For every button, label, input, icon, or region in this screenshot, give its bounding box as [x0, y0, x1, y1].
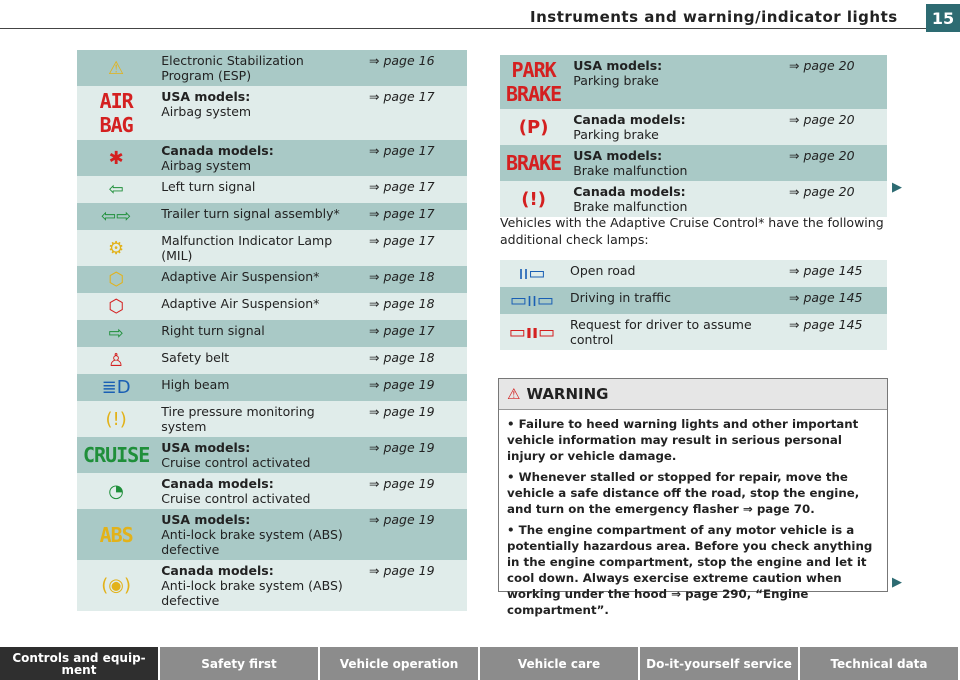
page-reference-link[interactable]: ⇒ page 18 — [363, 266, 467, 293]
acc-lamp-table — [500, 260, 887, 350]
page-reference-link[interactable]: ⇒ page 17 — [363, 203, 467, 230]
page-reference-link[interactable]: ⇒ page 19 — [363, 560, 467, 611]
lamp-row — [77, 140, 467, 176]
lamp-model: USA models: — [573, 58, 663, 73]
acc-intro-text: Vehicles with the Adaptive Cruise Control* have the following additional check lamps: — [500, 215, 884, 247]
continue-arrow-icon: ▶ — [892, 575, 902, 590]
lamp-model: Canada models: — [161, 476, 274, 491]
warning-box — [498, 378, 888, 617]
chapter-tab[interactable]: Safety first — [160, 647, 320, 680]
lamp-description: Safety belt — [161, 350, 230, 365]
page-reference-link[interactable]: ⇒ page 18 — [363, 293, 467, 320]
page-reference-link[interactable]: ⇒ page 17 — [363, 86, 467, 140]
lamp-model: USA models: — [573, 148, 663, 163]
lamp-description: Cruise control activated — [161, 491, 311, 506]
chapter-tab-bar — [0, 647, 960, 680]
warning-item: • The engine compartment of any motor vehicle is a potentially hazardous area. Before you check anything in the engine compartment, stop the engine and let it cool down. Always exercise extreme caution when working under the hood ⇒ page 290, “Engine compartment”. — [507, 523, 873, 617]
lamp-model: Canada models: — [161, 563, 274, 578]
lamp-description: Request for driver to assume control — [570, 317, 752, 347]
lamp-description: Adaptive Air Suspension* — [161, 296, 320, 311]
lamp-model: Canada models: — [161, 143, 274, 158]
lamp-description: Brake malfunction — [573, 163, 688, 178]
lamp-row — [77, 230, 467, 266]
page-reference-link[interactable]: ⇒ page 17 — [363, 140, 467, 176]
lamp-row — [500, 55, 887, 109]
page-reference-link[interactable]: ⇒ page 18 — [363, 347, 467, 374]
lamp-description: Adaptive Air Suspension* — [161, 269, 320, 284]
lamp-description: Electronic Stabilization Program (ESP) — [161, 53, 304, 83]
lamp-row — [77, 320, 467, 347]
chapter-tab[interactable]: Vehicle operation — [320, 647, 480, 680]
lamp-row — [77, 347, 467, 374]
page-reference-link[interactable]: ⇒ page 17 — [363, 320, 467, 347]
lamp-row — [77, 176, 467, 203]
continue-arrow-icon: ▶ — [892, 180, 902, 195]
warning-body — [499, 410, 887, 629]
lamp-description: Brake malfunction — [573, 199, 688, 214]
page-reference-link[interactable]: ⇒ page 20 — [783, 181, 887, 217]
lamp-row — [500, 109, 887, 145]
cruise-text-icon: CRUISE — [83, 443, 150, 467]
suspension-icon: ⬡ — [108, 269, 124, 290]
lamp-row — [77, 293, 467, 320]
lamp-model: USA models: — [161, 89, 251, 104]
lamp-description: Tire pressure monitoring system — [161, 404, 315, 434]
lamp-row — [77, 473, 467, 509]
lamp-description: Parking brake — [573, 73, 659, 88]
page-header-title: Instruments and warning/indicator lights — [530, 8, 898, 26]
page-reference-link[interactable]: ⇒ page 20 — [783, 55, 887, 109]
page-reference-link[interactable]: ⇒ page 17 — [363, 176, 467, 203]
park-brake-symbol-icon: (P) — [518, 116, 549, 138]
page-reference-link[interactable]: ⇒ page 145 — [783, 314, 887, 350]
page-reference-link[interactable]: ⇒ page 145 — [783, 287, 887, 314]
lamp-model: Canada models: — [573, 184, 686, 199]
lamp-description: Malfunction Indicator Lamp (MIL) — [161, 233, 333, 263]
lamp-row — [77, 203, 467, 230]
page-reference-link[interactable]: ⇒ page 19 — [363, 374, 467, 401]
cruise-symbol-icon: ◔ — [108, 480, 124, 502]
page-reference-link[interactable]: ⇒ page 17 — [363, 230, 467, 266]
lamp-row — [500, 181, 887, 217]
lamp-row — [77, 560, 467, 611]
warning-item: • Whenever stalled or stopped for repair, move the vehicle a safe distance off the road, stop the engine, and turn on the emergency flasher ⇒ page 70. — [507, 470, 860, 516]
lamp-row — [77, 86, 467, 140]
seat-belt-icon: ♙ — [108, 350, 125, 371]
brake-symbol-icon: (!) — [521, 188, 546, 210]
page-reference-link[interactable]: ⇒ page 20 — [783, 145, 887, 181]
lamp-description: High beam — [161, 377, 230, 392]
driver-request-icon: ▭ıı▭ — [508, 321, 556, 343]
lamp-model: USA models: — [161, 440, 251, 455]
brake-text-icon: BRAKE — [506, 151, 562, 175]
right-turn-icon: ⇨ — [108, 323, 124, 344]
abs-symbol-icon: (◉) — [101, 575, 131, 596]
chapter-tab[interactable]: Technical data — [800, 647, 960, 680]
right-lamp-table — [500, 55, 887, 217]
page-number-badge: 15 — [926, 4, 960, 32]
lamp-row — [77, 401, 467, 437]
airbag-text-icon: AIR BAG — [99, 89, 133, 137]
lamp-description: Anti-lock brake system (ABS) defective — [161, 527, 343, 557]
lamp-description: Airbag system — [161, 158, 252, 173]
trailer-turn-icon: ⇦⇨ — [101, 206, 132, 227]
lamp-row — [500, 287, 887, 314]
lamp-model: Canada models: — [573, 112, 686, 127]
lamp-description: Open road — [570, 263, 636, 278]
abs-text-icon: ABS — [99, 522, 133, 547]
lamp-description: Left turn signal — [161, 179, 256, 194]
warning-header — [499, 379, 887, 410]
tire-pressure-icon: (!) — [105, 408, 127, 430]
lamp-description: Cruise control activated — [161, 455, 311, 470]
esp-icon: ⚠ — [108, 57, 125, 79]
page-reference-link[interactable]: ⇒ page 19 — [363, 437, 467, 473]
engine-icon: ⚙ — [108, 237, 125, 259]
lamp-description: Right turn signal — [161, 323, 265, 338]
lamp-row — [77, 50, 467, 86]
lamp-row — [500, 260, 887, 287]
page-reference-link[interactable]: ⇒ page 145 — [783, 260, 887, 287]
lamp-row — [77, 374, 467, 401]
lamp-row — [500, 145, 887, 181]
lamp-row — [77, 509, 467, 560]
chapter-tab[interactable]: Do-it-yourself service — [640, 647, 800, 680]
warning-triangle-icon: ⚠ — [507, 385, 521, 403]
page-reference-link[interactable]: ⇒ page 19 — [363, 401, 467, 437]
page-reference-link[interactable]: ⇒ page 19 — [363, 509, 467, 560]
lamp-row — [77, 437, 467, 473]
page-reference-link[interactable]: ⇒ page 16 — [363, 50, 467, 86]
chapter-tab[interactable]: Controls and equip-ment — [0, 647, 160, 680]
suspension-red-icon: ⬡ — [108, 296, 124, 317]
lamp-row — [77, 266, 467, 293]
open-road-icon: ıı▭ — [518, 263, 546, 284]
page-reference-link[interactable]: ⇒ page 19 — [363, 473, 467, 509]
lamp-description: Driving in traffic — [570, 290, 671, 305]
high-beam-icon: ≣D — [101, 377, 131, 398]
lamp-description: Parking brake — [573, 127, 659, 142]
lamp-description: Trailer turn signal assembly* — [161, 206, 340, 221]
warning-title: WARNING — [526, 385, 609, 403]
airbag-symbol-icon: ✱ — [108, 147, 124, 169]
warning-item: • Failure to heed warning lights and other important vehicle information may result in serious personal injury or vehicle damage. — [507, 417, 859, 463]
lamp-description: Airbag system — [161, 104, 252, 119]
park-brake-text-icon: PARK BRAKE — [506, 58, 562, 106]
chapter-tab[interactable]: Vehicle care — [480, 647, 640, 680]
lamp-row — [500, 314, 887, 350]
traffic-icon: ▭ıı▭ — [509, 290, 554, 311]
left-turn-icon: ⇦ — [108, 179, 124, 200]
left-lamp-table — [77, 50, 467, 611]
page-reference-link[interactable]: ⇒ page 20 — [783, 109, 887, 145]
header-rule — [0, 28, 926, 29]
lamp-description: Anti-lock brake system (ABS) defective — [161, 578, 343, 608]
lamp-model: USA models: — [161, 512, 251, 527]
